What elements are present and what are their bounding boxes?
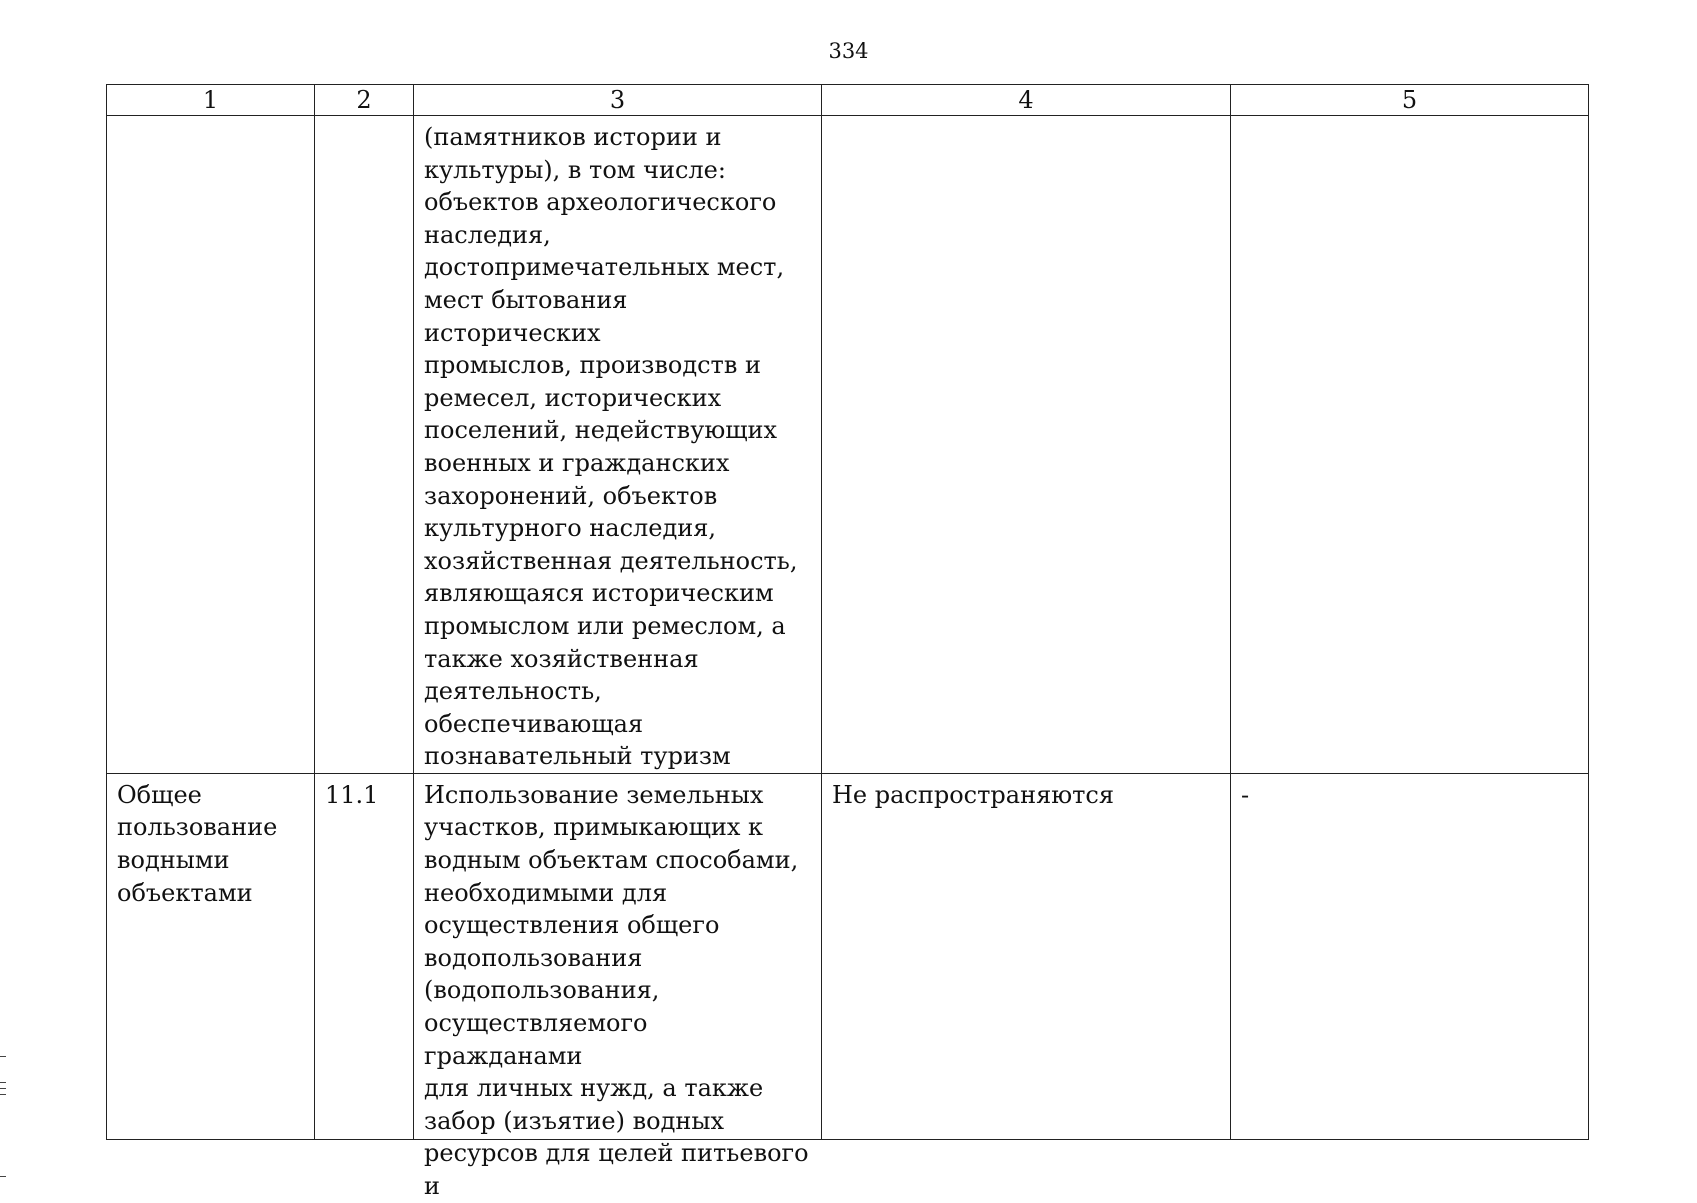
cell-code: [315, 116, 414, 774]
page-number: 334: [828, 39, 869, 63]
header-col-1: 1: [107, 85, 315, 116]
cell-description-text: (памятников истории и культуры), в том числе: объектов археологического наследия, достопримечательных мест, мест бытования исторических промыслов, производств и ремесел, исторических поселений, недействующих военных и гражданских захоронений, объектов культурного наследия, хозяйственная деятельность, являющаяся историческим промыслом или ремеслом, а также хозяйственная деятельность, обеспечивающая познавательный туризм: [424, 123, 798, 771]
header-col-3: 3: [414, 85, 822, 116]
cell-code: [315, 773, 414, 1139]
cell-restrictions: [1231, 773, 1589, 1139]
margin-tick: [0, 1056, 6, 1057]
cell-name: [107, 116, 315, 774]
header-row: [107, 85, 1589, 116]
margin-tick: [0, 1094, 6, 1095]
cell-description: [414, 116, 822, 774]
cell-parameters: [822, 116, 1231, 774]
cell-parameters-text: Не распространяются: [832, 780, 1114, 809]
cell-restrictions: [1231, 116, 1589, 774]
cell-code-text: 11.1: [325, 780, 379, 809]
cell-name: [107, 773, 315, 1139]
margin-tick: [0, 1088, 6, 1089]
margin-tick: [0, 1176, 6, 1177]
header-col-5: 5: [1231, 85, 1589, 116]
margin-tick: [0, 1082, 6, 1083]
cell-name-text: Общее пользование водными объектами: [117, 780, 278, 907]
table-row: [107, 116, 1589, 774]
header-col-4: 4: [822, 85, 1231, 116]
regulations-table: [106, 84, 1589, 1200]
table-row: [107, 773, 1589, 1139]
cell-description: [414, 773, 822, 1200]
cell-restrictions-text: -: [1241, 780, 1250, 809]
table-header: [107, 85, 1589, 116]
cell-parameters: [822, 773, 1231, 1139]
cell-description-text: Использование земельных участков, примыкающих к водным объектам способами, необходимыми для осуществления общего водопользования (водопользования, осуществляемого гражданами для личных нужд, а также забор (изъятие) водных ресурсов для целей питьевого и: [424, 780, 809, 1200]
header-col-2: 2: [315, 85, 414, 116]
